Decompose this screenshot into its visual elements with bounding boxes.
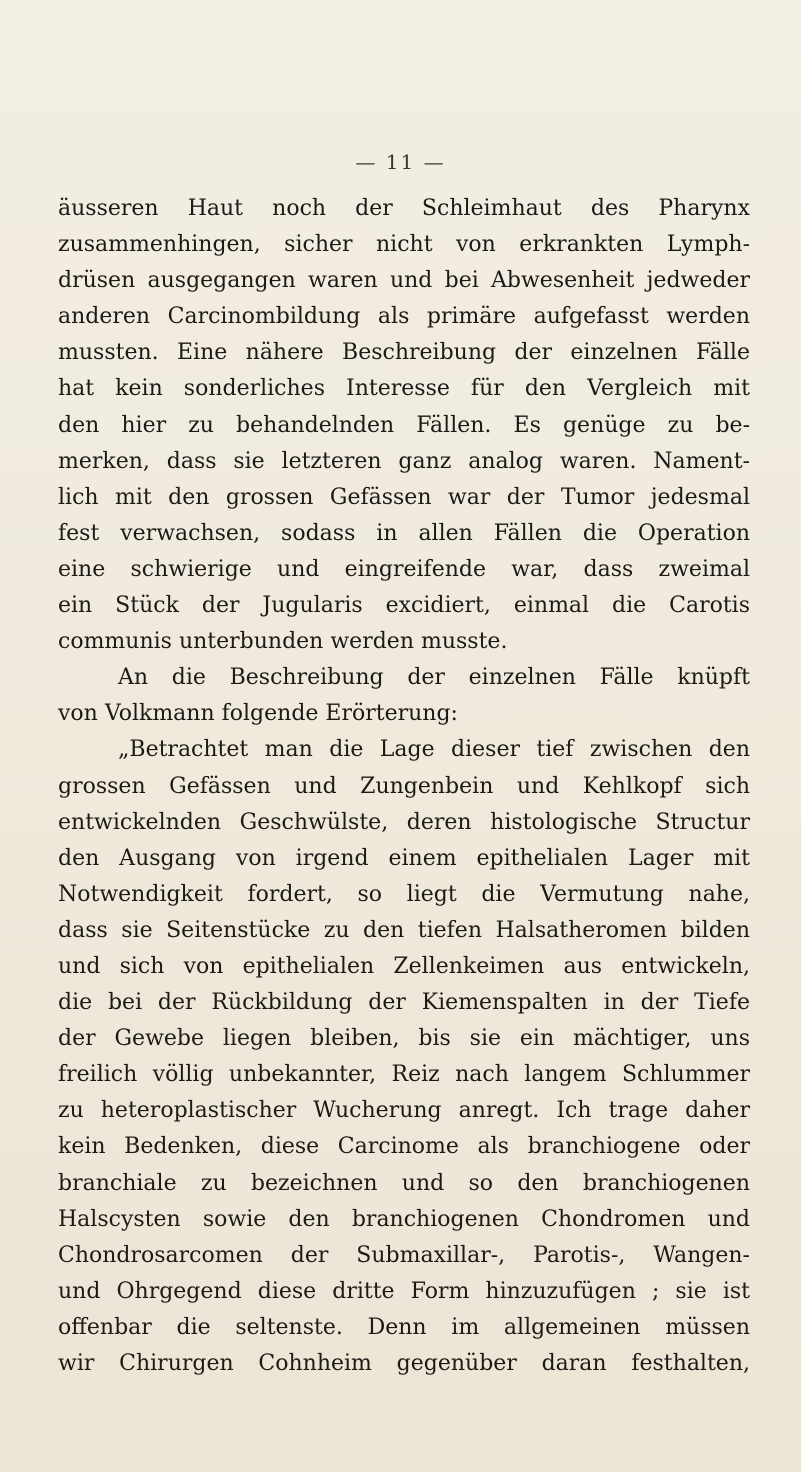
text-line: An die Beschreibung der einzelnen Fälle knüpft [118,665,750,691]
text-line: Notwendigkeit fordert, so liegt die Vermutung nahe, [58,881,750,907]
text-line: branchiale zu bezeichnen und so den branchiogenen [58,1170,750,1196]
text-line: äusseren Haut noch der Schleimhaut des Pharynx [58,196,750,221]
text-line: der Gewebe liegen bleiben, bis sie ein mächtiger, uns [58,1026,750,1052]
text-line: drüsen ausgegangen waren und bei Abwesenheit jedweder [58,268,750,294]
text-line: und Ohrgegend diese dritte Form hinzuzufügen ; sie ist [58,1278,750,1304]
text-line: communis unterbunden werden musste. [58,629,508,655]
text-line: eine schwierige und eingreifende war, dass zweimal [58,556,750,582]
text-line: die bei der Rückbildung der Kiemenspalten in der Tiefe [58,990,750,1016]
text-line: dass sie Seitenstücke zu den tiefen Halsatheromen bilden [58,917,750,943]
text-line: lich mit den grossen Gefässen war der Tumor jedesmal [58,484,750,510]
paragraph-3 [58,732,750,1382]
text-line: offenbar die seltenste. Denn im allgemeinen müssen [58,1314,750,1340]
body-text [58,191,750,1382]
text-line: zu heteroplastischer Wucherung anregt. Ich trage daher [58,1098,750,1124]
paragraph-2 [58,660,750,732]
text-line: den hier zu behandelnden Fällen. Es genüge zu be- [58,412,750,438]
text-line: kein Bedenken, diese Carcinome als branchiogene oder [58,1134,750,1160]
text-line: zusammenhingen, sicher nicht von erkrankten Lymph- [58,232,750,258]
text-line: mussten. Eine nähere Beschreibung der einzelnen Fälle [58,340,750,366]
text-line: fest verwachsen, sodass in allen Fällen die Operation [58,520,750,546]
page-number: — 11 — [355,150,446,174]
text-line: entwickelnden Geschwülste, deren histologische Structur [58,809,750,835]
text-line: und sich von epithelialen Zellenkeimen aus entwickeln, [58,953,750,979]
text-line: Halscysten sowie den branchiogenen Chondromen und [58,1206,750,1232]
paragraph-1 [58,191,750,660]
text-line: ein Stück der Jugularis excidiert, einmal die Carotis [58,593,750,619]
text-line: merken, dass sie letzteren ganz analog waren. Nament- [58,448,750,474]
text-line: anderen Carcinombildung als primäre aufgefasst werden [58,304,750,330]
text-line: „Betrachtet man die Lage dieser tief zwischen den [118,737,750,763]
text-line: grossen Gefässen und Zungenbein und Kehlkopf sich [58,773,750,799]
text-line: den Ausgang von irgend einem epithelialen Lager mit [58,845,750,871]
text-line: von Volkmann folgende Erörterung: [58,701,458,727]
text-line: Chondrosarcomen der Submaxillar-, Parotis-, Wangen- [58,1242,750,1268]
text-line: freilich völlig unbekannter, Reiz nach langem Schlummer [58,1062,750,1088]
text-line: wir Chirurgen Cohnheim gegenüber daran festhalten, [58,1351,750,1376]
text-line: hat kein sonderliches Interesse für den Vergleich mit [58,376,750,402]
